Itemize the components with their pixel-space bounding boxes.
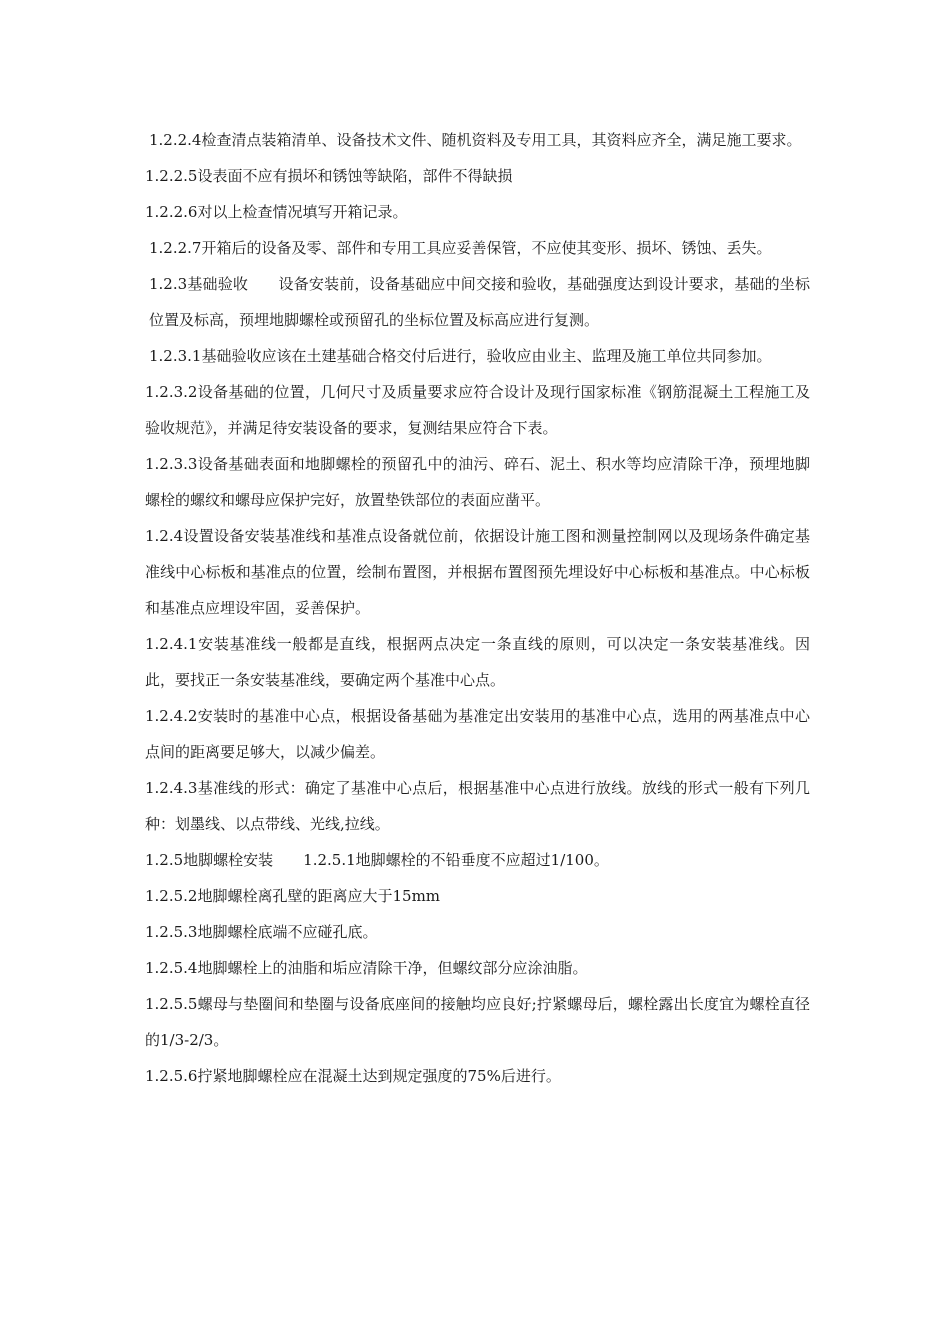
paragraph-1-2-5: 1.2.5地脚螺栓安装 1.2.5.1地脚螺栓的不铅垂度不应超过1/100。 [145,851,609,869]
paragraph-1-2-5-5: 1.2.5.5螺母与垫圈间和垫圈与设备底座间的接触均应良好;拧紧螺母后，螺栓露出长度宜为螺栓直径的1/3-2/3。 [145,995,810,1049]
paragraph-1-2-4-1: 1.2.4.1安装基准线一般都是直线，根据两点决定一条直线的原则，可以决定一条安装基准线。因此，要找正一条安装基准线，要确定两个基准中心点。 [145,635,810,689]
paragraph-1-2-4: 1.2.4设置设备安装基准线和基准点设备就位前，依据设计施工图和测量控制网以及现场条件确定基准线中心标板和基准点的位置，绘制布置图，并根据布置图预先埋设好中心标板和基准点。中心标板和基准点应埋设牢固，妥善保护。 [145,527,810,617]
paragraph-1-2-2-7: 1.2.2.7开箱后的设备及零、部件和专用工具应妥善保管，不应使其变形、损坏、锈蚀、丢失。 [149,239,772,257]
paragraph-1-2-5-6: 1.2.5.6拧紧地脚螺栓应在混凝土达到规定强度的75%后进行。 [145,1067,561,1085]
paragraph-1-2-5-2: 1.2.5.2地脚螺栓离孔壁的距离应大于15mm [145,887,441,905]
paragraph-1-2-4-2: 1.2.4.2安装时的基准中心点，根据设备基础为基准定出安装用的基准中心点，选用的两基准点中心点间的距离要足够大，以减少偏差。 [145,707,810,761]
paragraph-1-2-5-3: 1.2.5.3地脚螺栓底端不应碰孔底。 [145,923,378,941]
paragraph-1-2-3-2: 1.2.3.2设备基础的位置，几何尺寸及质量要求应符合设计及现行国家标准《钢筋混凝土工程施工及验收规范》，并满足待安装设备的要求，复测结果应符合下表。 [145,383,810,437]
paragraph-1-2-4-3: 1.2.4.3基准线的形式：确定了基准中心点后，根据基准中心点进行放线。放线的形式一般有下列几种：划墨线、以点带线、光线,拉线。 [145,779,810,833]
paragraph-1-2-2-6: 1.2.2.6对以上检查情况填写开箱记录。 [145,203,408,221]
paragraph-1-2-3: 1.2.3基础验收 设备安装前，设备基础应中间交接和验收，基础强度达到设计要求，基础的坐标位置及标高，预埋地脚螺栓或预留孔的坐标位置及标高应进行复测。 [149,275,810,329]
paragraph-1-2-2-4: 1.2.2.4检查清点装箱清单、设备技术文件、随机资料及专用工具，其资料应齐全，满足施工要求。 [149,131,802,149]
paragraph-1-2-3-3: 1.2.3.3设备基础表面和地脚螺栓的预留孔中的油污、碎石、泥土、积水等均应清除干净，预埋地脚螺栓的螺纹和螺母应保护完好，放置垫铁部位的表面应凿平。 [145,455,810,509]
paragraph-1-2-3-1: 1.2.3.1基础验收应该在土建基础合格交付后进行，验收应由业主、监理及施工单位共同参加。 [149,347,772,365]
document-body [145,122,810,1094]
paragraph-1-2-2-5: 1.2.2.5设表面不应有损坏和锈蚀等缺陷，部件不得缺损 [145,167,513,185]
paragraph-1-2-5-4: 1.2.5.4地脚螺栓上的油脂和垢应清除干净，但螺纹部分应涂油脂。 [145,959,588,977]
